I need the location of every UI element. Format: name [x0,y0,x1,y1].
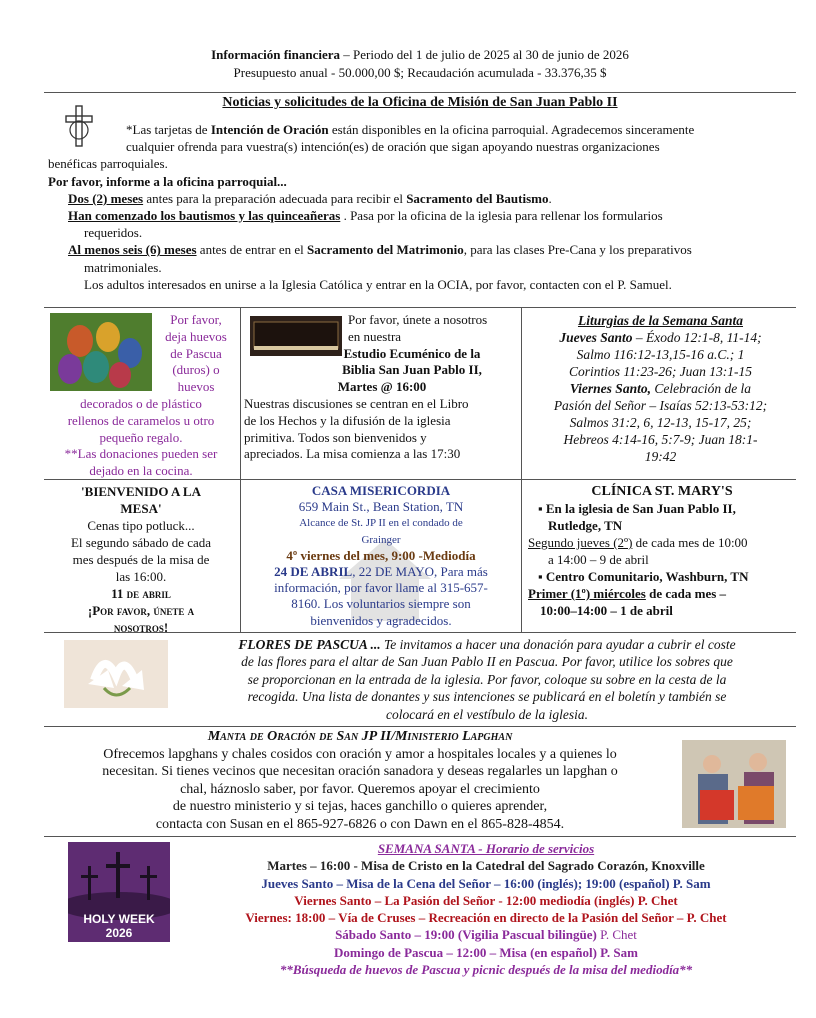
liturgy-line: – Éxodo 12:1-8, 11-14; [632,330,762,345]
flowers-line: se proporcionan en la entrada de la iglesia. Por favor, coloque su sobre en la cesta de la [247,671,727,687]
mercy-address: 659 Main St., Bean Station, TN [298,499,464,515]
marriage-text: antes de entrar en el [196,242,307,258]
eggs-line: pequeño regalo. [99,429,183,445]
inform-office: Por favor, informe a la oficina parroquial... [48,173,287,189]
welcome-line: las 16:00. [115,569,167,584]
schedule-saturday: Sábado Santo – 19:00 (Vigilia Pascual bilingüe) [335,927,597,943]
prayer-text-c: están disponibles en la oficina parroquial. Agradecemos sinceramente [328,122,695,137]
eggs-line: rellenos de caramelos u otro [67,412,215,428]
bible-study-name: Biblia San Juan Pablo II, [342,362,482,378]
flowers-line: colocará en el vestíbulo de la iglesia. [385,706,589,722]
eggs-line: Por favor, [170,312,222,327]
holy-thursday: Jueves Santo [559,330,633,345]
bible-line: Nuestras discusiones se centran en el Libro [244,395,469,411]
baptism-sacrament: Sacramento del Bautismo [406,190,549,206]
baptism-text: antes para la preparación adecuada para recibir el [143,190,407,206]
started-text: . Pasa por la oficina de la iglesia para rellenar los formularios [340,208,663,224]
schedule-sunday: Domingo de Pascua – 12:00 – Misa (en español) P. Sam [334,944,638,960]
prayer-text-a: *Las tarjetas de [126,122,211,137]
bullet-icon: ▪ [538,501,546,516]
clinic-location: Centro Comunitario, Washburn, TN [545,569,749,584]
flowers-line: recogida. Una lista de donantes y sus intenciones se publicará en el boletín y también se [247,689,727,705]
news-body [48,121,796,293]
prayer-text-d: cualquier ofrenda para vuestra(s) intención(es) de oración que sigan apoyando nuestras organizaciones [126,139,660,155]
eggs-line: huevos [177,379,215,395]
liturgy-line: Salmos 31:2, 6, 12-13, 15-17, 25; [569,415,752,430]
divider [521,307,522,632]
started-lead: Han comenzado los bautismos y las quinceañeras [68,208,341,224]
flowers-title: FLORES DE PASCUA ... [238,637,381,652]
liturgy-line: Corintios 11:23-26; Juan 13:1-15 [568,364,753,379]
prayer-shawl-line: de nuestro ministerio y si tejas, haces ganchillo o quieres aprender, [172,799,548,815]
clinic-schedule: de cada mes de 10:00 [632,535,748,550]
welcome-line: Cenas tipo potluck... [87,518,195,533]
clinic-text [528,483,796,619]
prayer-cards: Intención de Oración [210,122,329,137]
bible-line: primitiva. Todos son bienvenidos y [244,429,427,445]
bible-line: Por favor, únete a nosotros [348,312,488,327]
prayer-shawl-text [44,728,676,834]
started-text-b: requeridos. [84,225,143,241]
mercy-line: información, por favor llame al 315-657- [274,580,488,596]
welcome-line: mes después de la misa de [72,552,210,567]
mercy-date: 24 DE ABRIL [274,564,353,580]
welcome-title: MESA' [120,501,162,516]
divider [44,726,796,727]
finance-title: Información financiera [211,47,341,62]
finance-header [44,46,796,82]
schedule-title: SEMANA SANTA - Horario de servicios [377,841,595,856]
finance-period: – Periodo del 1 de julio de 2025 al 30 de junio de 2026 [340,47,629,62]
marriage-text-d: matrimoniales. [84,259,162,275]
bullet-icon: ▪ [538,569,546,584]
eggs-line: deja huevos [165,328,227,344]
baptism-end: . [548,190,552,206]
bible-study-name: Estudio Ecuménico de la [343,345,481,361]
schedule-thursday: Jueves Santo – Misa de la Cena del Señor – 16:00 (inglés); 19:00 (español) P. Sam [261,875,711,891]
bible-line: en nuestra [348,328,402,344]
mercy-time: 4º viernes del mes, 9:00 -Mediodía [286,547,476,563]
welcome-title: 'BIENVENIDO A LA [81,484,201,499]
liturgies-title: Liturgias de la Semana Santa [577,313,744,328]
divider [44,307,796,308]
liturgy-line: Salmo 116:12-13,15-16 a.C.; 1 [576,347,745,362]
clinic-location: Rutledge, TN [548,518,623,533]
schedule-tuesday: Martes – 16:00 - Misa de Cristo en la Catedral del Sagrado Corazón, Knoxville [267,858,705,874]
mercy-line: 8160. Los voluntarios siempre son [291,596,471,612]
welcome-date: 11 de abril [111,586,171,601]
mercy-title: CASA MISERICORDIA [311,483,451,498]
holy-week-badge [68,842,170,942]
mercy-scope: Grainger [361,533,401,546]
bible-line: de los Hechos y la difusión de la iglesia [244,412,451,428]
prayer-shawl-photo [682,740,786,828]
prayer-text-e: benéficas parroquiales. [48,156,168,172]
eggs-text [44,312,238,480]
divider [44,92,796,93]
casa-misericordia-text [242,483,520,629]
liturgies-text [525,312,796,465]
liturgy-line: Hebreos 4:14-16, 5:7-9; Juan 18:1- [563,432,758,447]
marriage-lead: Al menos seis (6) meses [68,242,197,258]
schedule-friday-evening: Viernes: 18:00 – Vía de Cruses – Recreación en directo de la Pasión del Señor – P. Chet [245,910,727,926]
prayer-shawl-line: Ofrecemos lapghans y chales cosidos con oración y amor a hospitales locales y a quienes lo [103,746,617,762]
clinic-location: En la iglesia de San Juan Pablo II, [545,501,736,516]
liturgy-line: Pasión del Señor – Isaías 52:13-53:12; [553,398,768,413]
clinic-title: CLÍNICA ST. MARY'S [591,484,733,499]
badge-year: 2026 [105,926,133,940]
welcome-join: ¡Por favor, únete a [87,603,195,618]
welcome-join: nosotros! [113,620,169,635]
ocia-text: Los adultos interesados en unirse a la Iglesia Católica y entrar en la OCIA, por favor, contacten con el P. Samuel. [84,276,672,292]
good-friday: Viernes Santo, [569,381,651,396]
clinic-schedule: Primer (1º) miércoles [528,586,646,601]
welcome-table-text [44,483,238,636]
holy-week-schedule [176,840,796,978]
welcome-line: El segundo sábado de cada [70,535,212,550]
eggs-line: de Pascua [170,345,222,361]
clinic-schedule: Segundo jueves (2º) [528,535,633,550]
divider [44,836,796,837]
bible-line: apreciados. La misa comienza a las 17:30 [244,446,461,462]
clinic-schedule: 10:00–14:00 – 1 de abril [540,603,673,618]
eggs-line: (duros) o [172,362,220,378]
eggs-line: decorados o de plástico [80,395,202,411]
flowers-line: Te invitamos a hacer una donación para ayudar a cubrir el coste [380,637,736,652]
news-title: Noticias y solicitudes de la Oficina de Misión de San Juan Pablo II [222,95,618,110]
egg-hunt-note: **Búsqueda de huevos de Pascua y picnic después de la misa del mediodía** [279,962,693,978]
prayer-shawl-line: contacta con Susan en el 865-927-6826 o con Dawn en el 865-828-4854. [155,816,565,832]
prayer-shawl-line: necesitan. Si tienes vecinos que necesitan oración sanadora y deseas regalarles un lapghan o [102,764,618,780]
flowers-line: de las flores para el altar de San Juan Pablo II en Pascua. Por favor, utilice los sobres que [241,654,733,670]
flowers-text [176,636,798,723]
mercy-line: bienvenidos y agradecidos. [310,612,452,628]
eggs-line: dejado en la cocina. [89,463,193,479]
marriage-sacrament: Sacramento del Matrimonio [307,242,464,258]
liturgy-line: 19:42 [644,449,677,464]
badge-title: HOLY WEEK [83,912,155,926]
mercy-line: , 22 DE MAYO, Para más [352,564,488,580]
marriage-text-c: , para las clases Pre-Cana y los preparativos [463,242,692,258]
prayer-shawl-title: Manta de Oración de San JP II/Ministerio Lapghan [207,729,513,744]
prayer-shawl-line: chal, háznoslo saber, por favor. Queremos apoyar el crecimiento [180,781,540,797]
eggs-line: **Las donaciones pueden ser [64,446,218,462]
liturgy-line: Celebración de la [650,381,752,396]
schedule-saturday-priest: P. Chet [596,927,637,943]
baptism-lead: Dos (2) meses [68,190,144,206]
bible-study-text [244,312,520,463]
lily-image [64,640,168,708]
clinic-schedule: de cada mes – [645,586,727,601]
schedule-friday: Viernes Santo – La Pasión del Señor - 12:00 mediodía (inglés) P. Chet [294,892,678,908]
bible-study-time: Martes @ 16:00 [337,379,427,395]
divider [240,307,241,632]
clinic-schedule: a 14:00 – 9 de abril [548,552,649,567]
finance-budget: Presupuesto anual - 50.000,00 $; Recaudación acumulada - 33.376,35 $ [233,65,607,80]
mercy-scope: Alcance de St. JP II en el condado de [299,517,463,530]
